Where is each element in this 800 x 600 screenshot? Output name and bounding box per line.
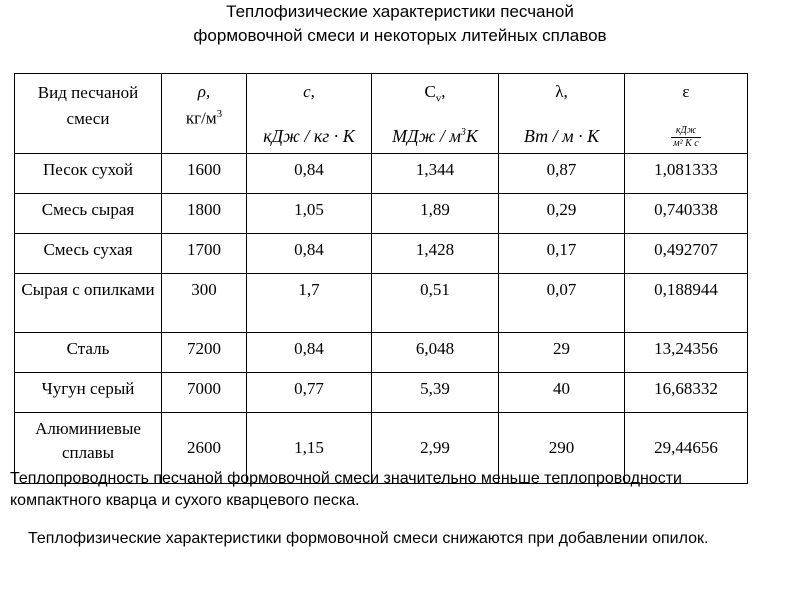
cell-volumetric-heat: 5,39 xyxy=(372,373,499,413)
cell-name: Смесь сырая xyxy=(15,194,162,234)
cell-conductivity: 29 xyxy=(499,333,625,373)
cell-volumetric-heat: 2,99 xyxy=(372,413,499,484)
note-sawdust: Теплофизические характеристики формовочной смеси снижаются при добавлении опилок. xyxy=(28,530,709,547)
title-line-2: формовочной смеси и некоторых литейных сплавов xyxy=(193,26,607,45)
note-conductivity: Теплопроводность песчаной формовочной смеси значительно меньше теплопроводности компактного кварца и сухого кварцевого песка. xyxy=(10,470,682,509)
table-header-row xyxy=(15,74,748,154)
cell-specific-heat: 0,84 xyxy=(247,333,372,373)
cell-effusivity: 1,081333 xyxy=(625,154,748,194)
table-row xyxy=(15,274,748,333)
table-row xyxy=(15,333,748,373)
header-effusivity-unit: кДж м² К с xyxy=(673,125,699,149)
cell-conductivity: 0,87 xyxy=(499,154,625,194)
header-conductivity-unit: Вт / м · К xyxy=(523,126,600,146)
header-specific-heat-unit: кДж / кг · К xyxy=(263,126,355,146)
cell-specific-heat: 1,05 xyxy=(247,194,372,234)
header-effusivity xyxy=(625,74,748,154)
header-volumetric-heat-symbol: C xyxy=(424,82,436,101)
cell-volumetric-heat: 1,89 xyxy=(372,194,499,234)
cell-specific-heat: 1,7 xyxy=(247,274,372,333)
table-row xyxy=(15,194,748,234)
cell-density: 2600 xyxy=(162,413,247,484)
cell-effusivity: 13,24356 xyxy=(625,333,748,373)
header-density-unit: кг/м xyxy=(185,108,217,128)
cell-name: Смесь сухая xyxy=(15,234,162,274)
header-conductivity xyxy=(499,74,625,154)
cell-density: 300 xyxy=(162,274,247,333)
table-row xyxy=(15,373,748,413)
cell-conductivity: 0,17 xyxy=(499,234,625,274)
cell-name: Сталь xyxy=(15,333,162,373)
cell-specific-heat: 0,77 xyxy=(247,373,372,413)
header-effusivity-symbol: ε xyxy=(682,82,690,101)
cell-name: Алюминиевые сплавы xyxy=(15,413,162,484)
cell-conductivity: 40 xyxy=(499,373,625,413)
cell-effusivity: 0,740338 xyxy=(625,194,748,234)
header-density: ρ, $кг/м^3$ xyxy=(162,74,247,154)
cell-density: 1600 xyxy=(162,154,247,194)
cell-volumetric-heat: 1,344 xyxy=(372,154,499,194)
cell-conductivity: 290 xyxy=(499,413,625,484)
cell-specific-heat: 0,84 xyxy=(247,234,372,274)
header-specific-heat-symbol: c, xyxy=(303,82,315,101)
cell-effusivity: 0,492707 xyxy=(625,234,748,274)
header-density-symbol: ρ, xyxy=(197,82,211,101)
table-row xyxy=(15,234,748,274)
cell-density: 7000 xyxy=(162,373,247,413)
header-conductivity-symbol: λ, xyxy=(555,82,568,101)
cell-conductivity: 0,29 xyxy=(499,194,625,234)
cell-volumetric-heat: 1,428 xyxy=(372,234,499,274)
header-mixture-type: Вид песчаной смеси xyxy=(15,74,162,154)
cell-density: 1700 xyxy=(162,234,247,274)
cell-effusivity: 16,68332 xyxy=(625,373,748,413)
cell-specific-heat: 0,84 xyxy=(247,154,372,194)
header-volumetric-heat-unit: МДж / $м^3К$ xyxy=(392,126,478,146)
document-title xyxy=(0,0,800,48)
cell-density: 1800 xyxy=(162,194,247,234)
cell-volumetric-heat: 6,048 xyxy=(372,333,499,373)
cell-name: Песок сухой xyxy=(15,154,162,194)
cell-name: Сырая с опилками xyxy=(15,274,162,333)
properties-table xyxy=(14,73,748,484)
cell-effusivity: 0,188944 xyxy=(625,274,748,333)
cell-name: Чугун серый xyxy=(15,373,162,413)
cell-volumetric-heat: 0,51 xyxy=(372,274,499,333)
table-row xyxy=(15,154,748,194)
cell-effusivity: 29,44656 xyxy=(625,413,748,484)
cell-density: 7200 xyxy=(162,333,247,373)
cell-specific-heat: 1,15 xyxy=(247,413,372,484)
title-line-1: Теплофизические характеристики песчаной xyxy=(226,2,574,21)
header-volumetric-heat: $C_v$, МДж / $м^3К$ xyxy=(372,74,499,154)
header-specific-heat xyxy=(247,74,372,154)
cell-conductivity: 0,07 xyxy=(499,274,625,333)
